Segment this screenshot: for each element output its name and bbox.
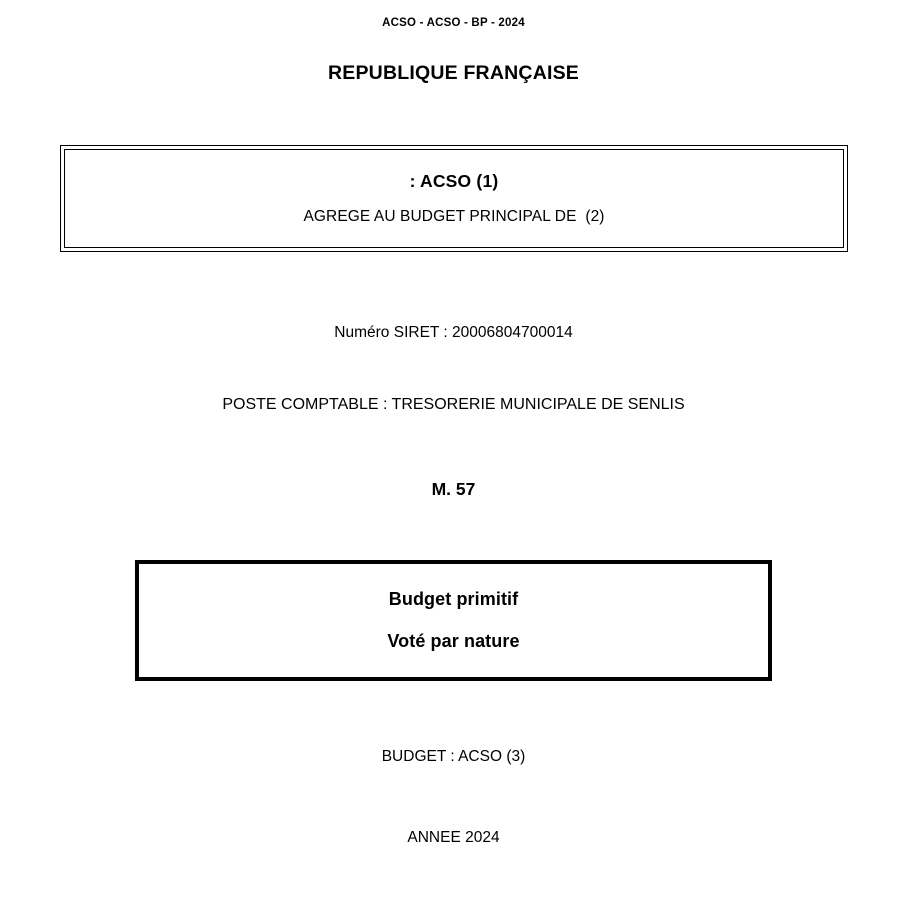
budget-type-box — [135, 560, 772, 681]
entity-identification-box — [60, 145, 848, 252]
aggregate-budget-line: AGREGE AU BUDGET PRINCIPAL DE (2) — [303, 208, 605, 225]
republic-title: REPUBLIQUE FRANÇAISE — [327, 62, 580, 84]
poste-comptable: POSTE COMPTABLE : TRESORERIE MUNICIPALE DE SENLIS — [222, 396, 685, 413]
document-reference-header: ACSO - ACSO - BP - 2024 — [382, 17, 525, 29]
entity-identification-box-inner — [64, 149, 844, 248]
siret-number: Numéro SIRET : 20006804700014 — [334, 324, 573, 341]
vote-mode-label: Voté par nature — [387, 631, 520, 651]
entity-name: : ACSO (1) — [409, 171, 499, 191]
budget-type-label: Budget primitif — [388, 589, 519, 609]
budget-name-footer: BUDGET : ACSO (3) — [381, 748, 526, 765]
nomenclature-code: M. 57 — [431, 479, 476, 499]
budget-year-footer: ANNEE 2024 — [407, 829, 500, 846]
